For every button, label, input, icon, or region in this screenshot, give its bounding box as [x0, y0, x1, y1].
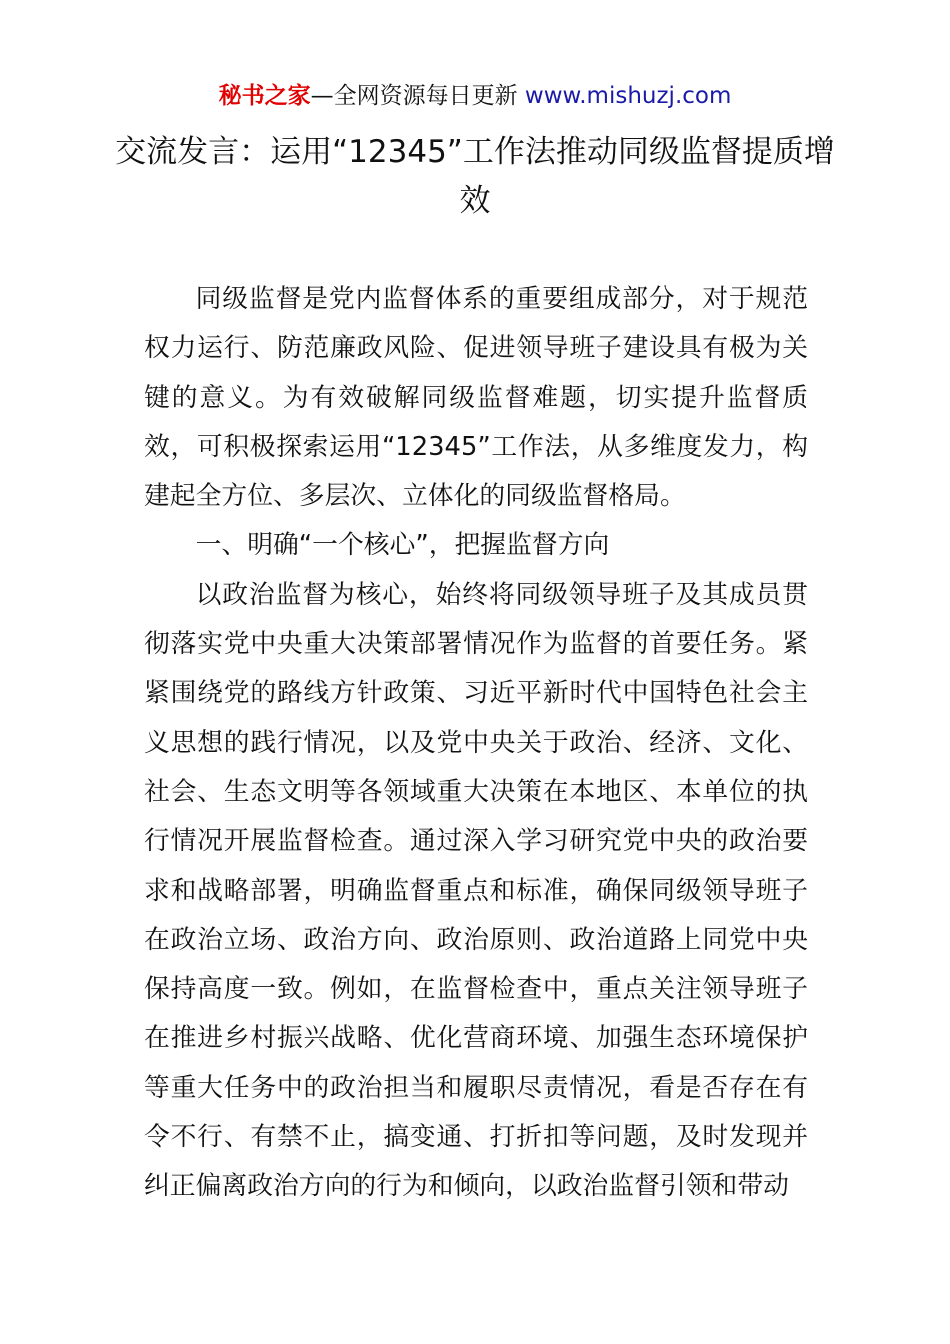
document-body: [144, 275, 808, 1212]
site-url-link[interactable]: www.mishuzj.com: [524, 83, 732, 109]
section-heading: 一、明确“一个核心”，把握监督方向: [195, 530, 610, 561]
document-title: 交流发言：运用“12345”工作法推动同级监督提质增效: [115, 134, 835, 219]
site-brand: 秘书之家: [218, 83, 311, 109]
site-tagline: —全网资源每日更新: [310, 83, 525, 109]
site-header: [0, 78, 950, 114]
intro-paragraph: 同级监督是党内监督体系的重要组成部分，对于规范权力运行、防范廉政风险、促进领导班子建设具有极为关键的意义。为有效破解同级监督难题，切实提升监督质效，可积极探索运用“12345”工作法，从多维度发力，构建起全方位、多层次、立体化的同级监督格局。: [144, 284, 808, 512]
body-paragraph: 以政治监督为核心，始终将同级领导班子及其成员贯彻落实党中央重大决策部署情况作为监督的首要任务。紧紧围绕党的路线方针政策、习近平新时代中国特色社会主义思想的践行情况，以及党中央关于政治、经济、文化、社会、生态文明等各领域重大决策在本地区、本单位的执行情况开展监督检查。通过深入学习研究党中央的政治要求和战略部署，明确监督重点和标准，确保同级领导班子在政治立场、政治方向、政治原则、政治道路上同党中央保持高度一致。例如，在监督检查中，重点关注领导班子在推进乡村振兴战略、优化营商环境、加强生态环境保护等重大任务中的政治担当和履职尽责情况，看是否存在有令不行、有禁不止，搞变通、打折扣等问题，及时发现并纠正偏离政治方向的行为和倾向，以政治监督引领和带动: [144, 579, 808, 1202]
